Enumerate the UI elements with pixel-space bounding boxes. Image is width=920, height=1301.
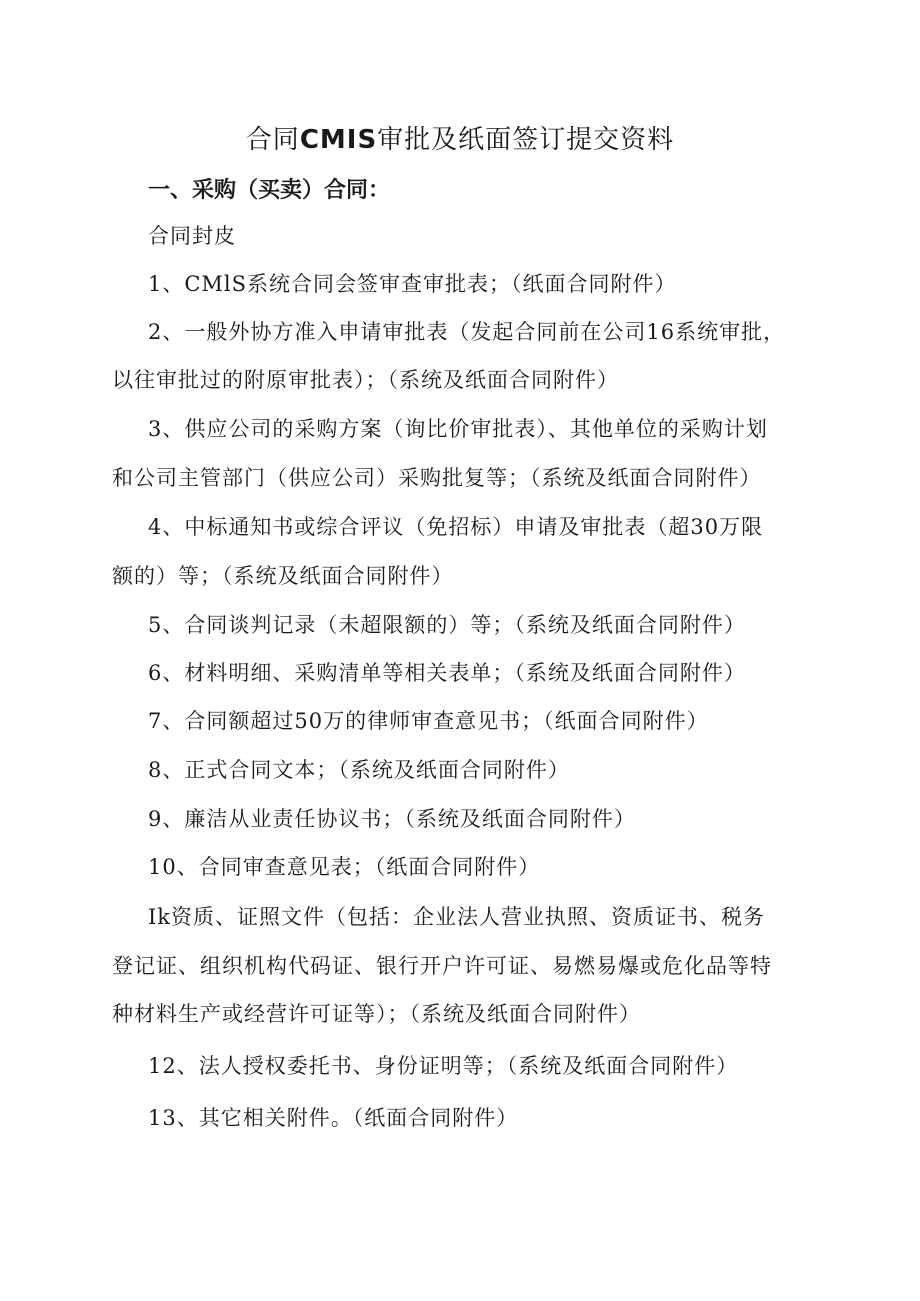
item-8: 8、正式合同文本；（系统及纸面合同附件） bbox=[148, 758, 570, 782]
item-2-line-1: 2、一般外协方准入申请审批表（发起合同前在公司16系统审批， bbox=[148, 320, 786, 344]
item-9: 9、廉洁从业责任协议书；（系统及纸面合同附件） bbox=[148, 807, 636, 831]
item-10: 10、合同审查意见表；（纸面合同附件） bbox=[148, 855, 541, 879]
item-3-line-1: 3、供应公司的采购方案（询比价审批表）、其他单位的采购计划 bbox=[148, 417, 768, 441]
item-12: 12、法人授权委托书、身份证明等；（系统及纸面合同附件） bbox=[148, 1054, 739, 1078]
item-4-line-2: 额的）等；（系统及纸面合同附件） bbox=[112, 564, 454, 588]
item-11-line-3: 种材料生产或经营许可证等）；（系统及纸面合同附件） bbox=[112, 1002, 641, 1026]
item-1: 1、CMlS系统合同会签审查审批表；（纸面合同附件） bbox=[148, 272, 677, 296]
cover-line: 合同封皮 bbox=[148, 224, 236, 248]
item-2-line-2: 以往审批过的附原审批表）；（系统及纸面合同附件） bbox=[112, 368, 619, 392]
item-7: 7、合同额超过50万的律师审查意见书；（纸面合同附件） bbox=[148, 709, 709, 733]
item-5: 5、合同谈判记录（未超限额的）等；（系统及纸面合同附件） bbox=[148, 613, 746, 637]
item-3-line-2: 和公司主管部门（供应公司）采购批复等；（系统及纸面合同附件） bbox=[112, 466, 762, 490]
item-6: 6、材料明细、采购清单等相关表单；（系统及纸面合同附件） bbox=[148, 661, 746, 685]
item-11-line-2: 登记证、组织机构代码证、银行开户许可证、易燃易爆或危化品等特 bbox=[112, 954, 772, 978]
section-heading: 一、采购（买卖）合同： bbox=[148, 178, 391, 203]
item-4-line-1: 4、中标通知书或综合评议（免招标）申请及审批表（超30万限 bbox=[148, 515, 764, 539]
item-13: 13、其它相关附件。（纸面合同附件） bbox=[148, 1106, 519, 1130]
document-title bbox=[0, 120, 920, 160]
item-11-line-1: Ik资质、证照文件（包括：企业法人营业执照、资质证书、税务 bbox=[148, 905, 766, 929]
title-part-1: 合同 bbox=[245, 125, 300, 155]
title-part-3: 审批及纸面签订提交资料 bbox=[377, 125, 675, 155]
title-part-2: CMIS bbox=[299, 125, 378, 155]
